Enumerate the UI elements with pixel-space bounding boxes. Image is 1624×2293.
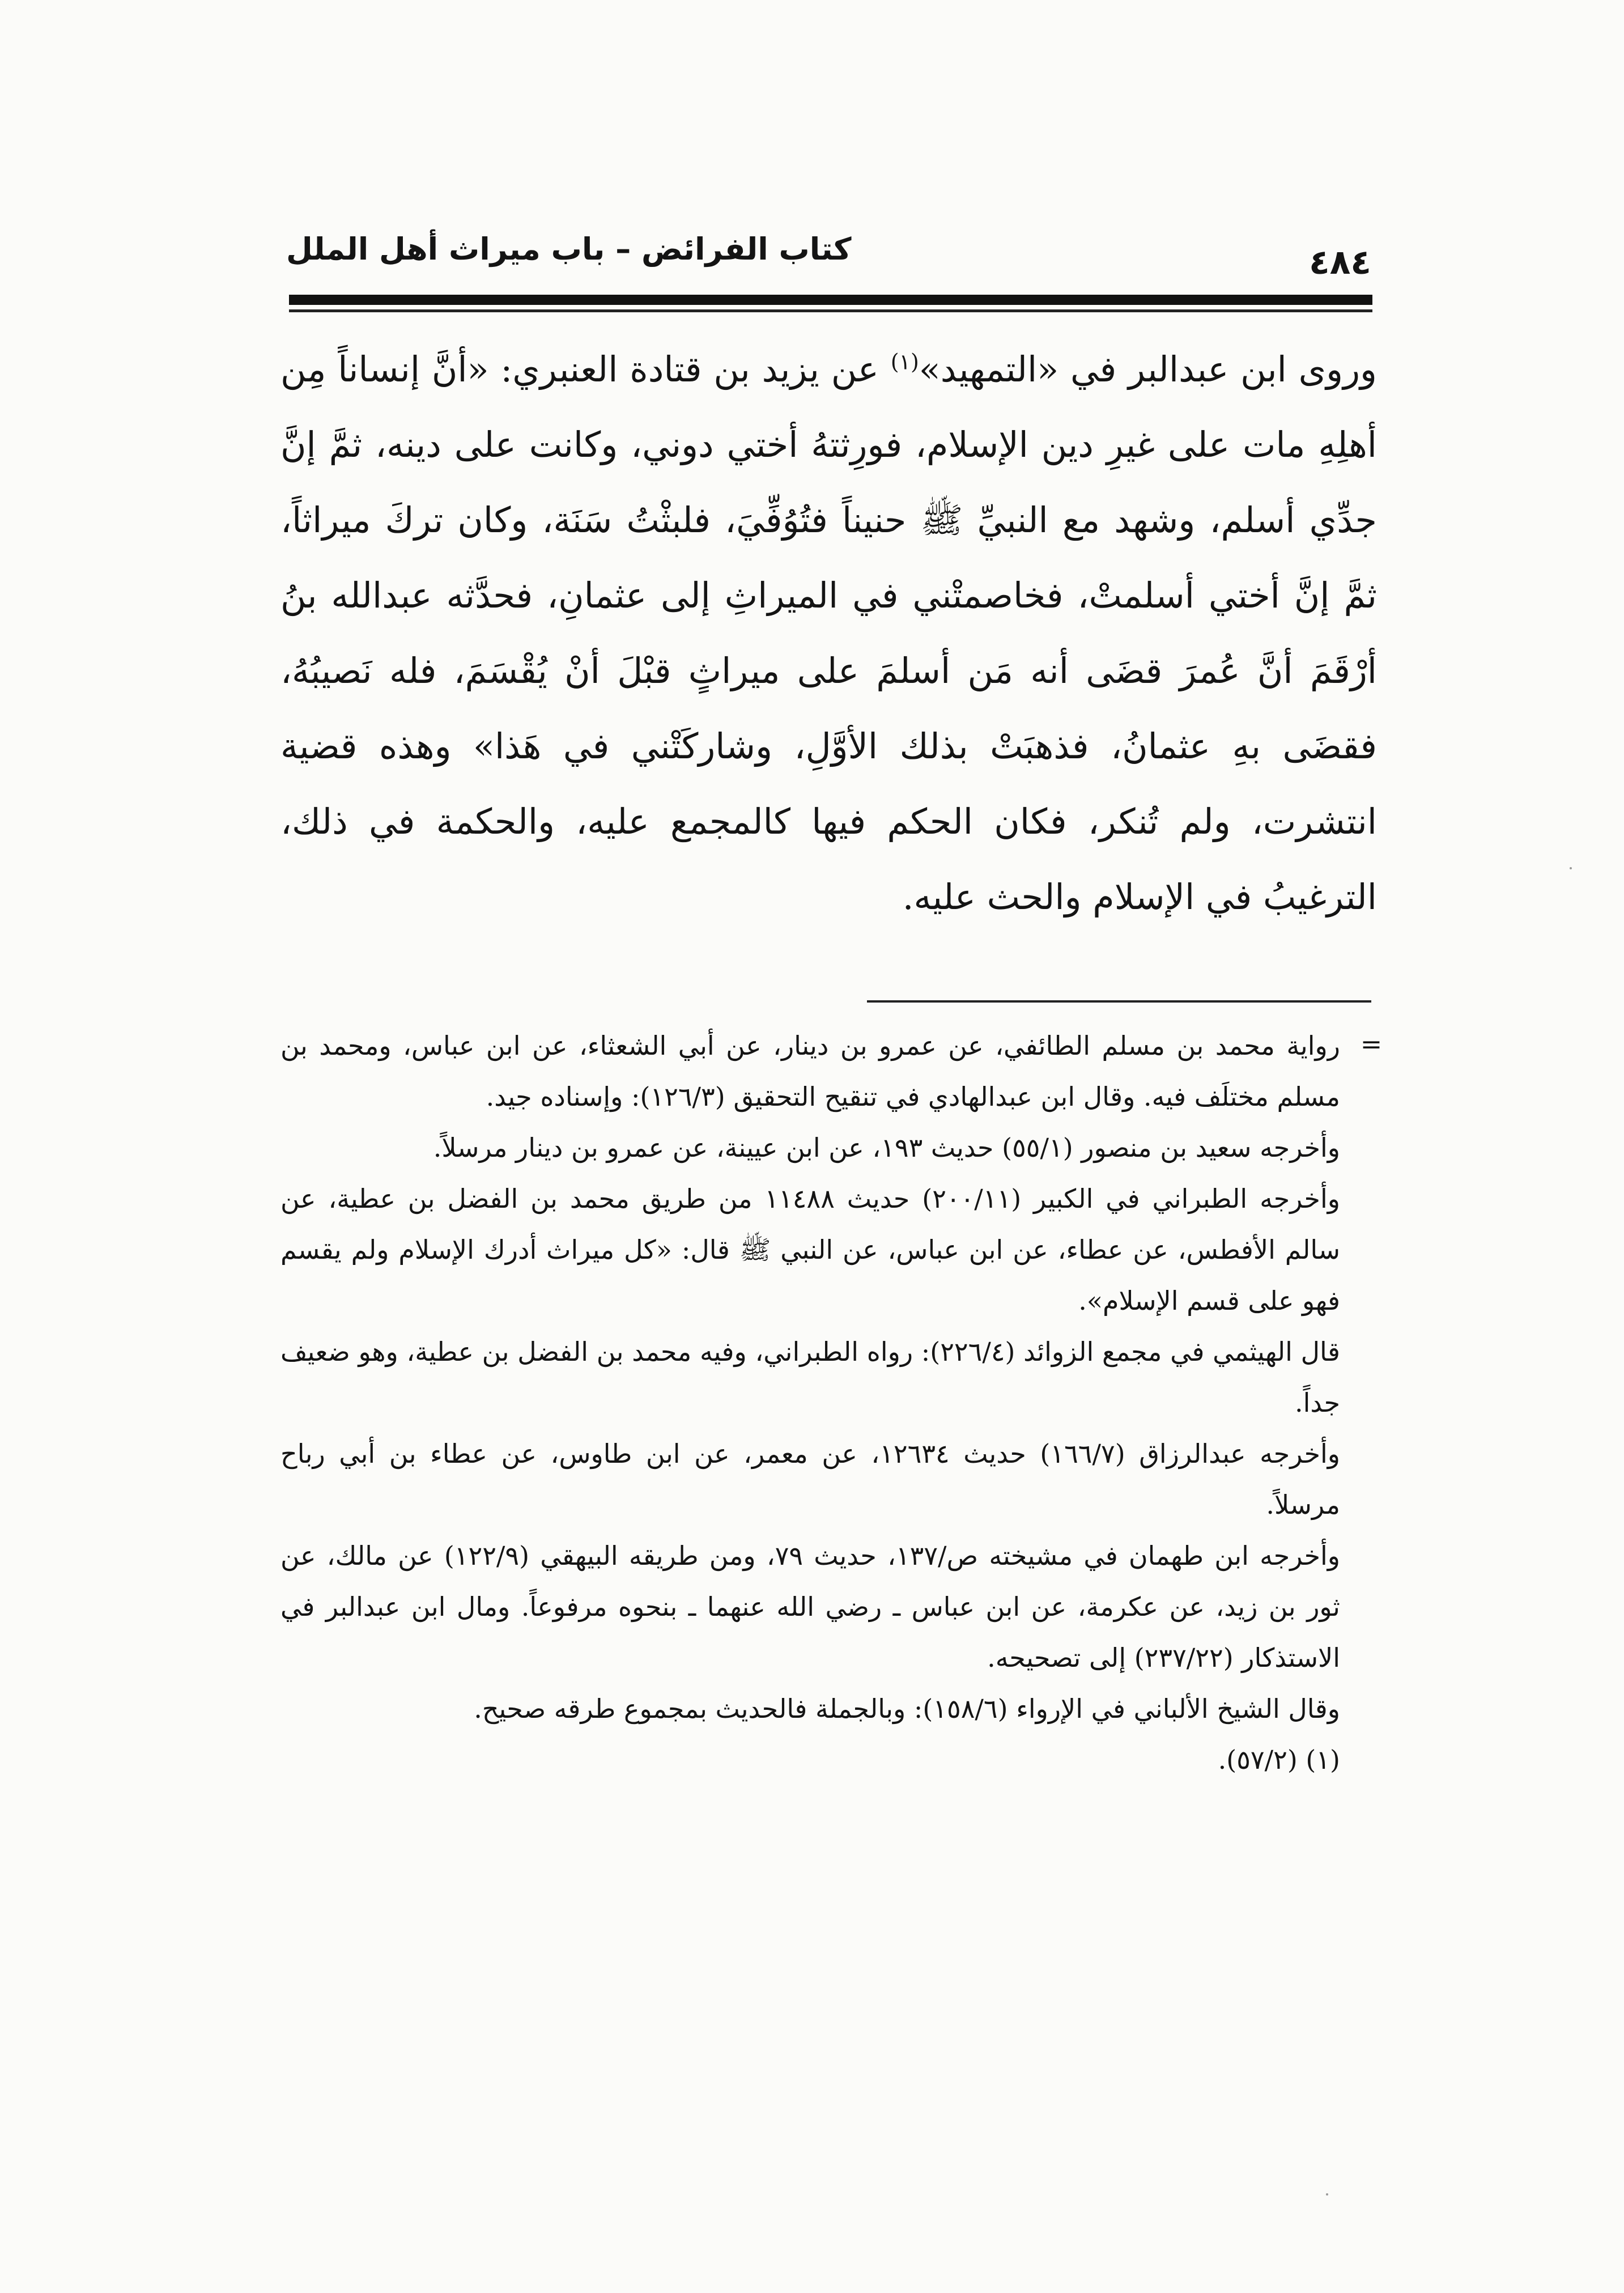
main-text xyxy=(280,332,1377,935)
paragraph-body: عن يزيد بن قتادة العنبري: «أنَّ إنساناً مِن أهلِهِ مات على غيرِ دين الإسلام، فورِثتهُ أختي دوني، وكانت على دينه، ثمَّ إنَّ جدِّي أسلم، وشهد مع النبيِّ ﷺ حنيناً فتُوُفِّيَ، فلبثْتُ سَنَة، وكان تركَ ميراثاً، ثمَّ إنَّ أختي أسلمتْ، فخاصمتْني في الميراثِ إلى عثمانِ، فحدَّثه عبدالله بنُ أرْقَمَ أنَّ عُمرَ قضَى أنه مَن أسلمَ على ميراثٍ قبْلَ أنْ يُقْسَمَ، فله نَصيبُهُ، فقضَى بهِ عثمانُ، فذهبَتْ بذلك الأوَّلِ، وشاركَتْني في هَذا» وهذه قضية انتشرت، ولم تُنكر، فكان الحكم فيها كالمجمع عليه، والحكمة في ذلك، الترغيبُ في الإسلام والحث عليه. xyxy=(280,349,1377,918)
footnote-line: وأخرجه الطبراني في الكبير (٢٠٠/١١) حديث ١١٤٨٨ من طريق محمد بن الفضل بن عطية، عن سالم الأفطس، عن عطاء، عن ابن عباس، عن النبي ﷺ قال: «كل ميراث أدرك الإسلام ولم يقسم فهو على قسم الإسلام». xyxy=(280,1183,1340,1316)
running-header-title: كتاب الفرائض – باب ميراث أهل الملل xyxy=(286,231,852,267)
footnote-line: رواية محمد بن مسلم الطائفي، عن عمرو بن دينار، عن أبي الشعثاء، عن ابن عباس، ومحمد بن مسلم مختلَف فيه. وقال ابن عبدالهادي في تنقيح التحقيق (١٢٦/٣): وإسناده جيد. xyxy=(280,1030,1340,1112)
page-number: ٤٨٤ xyxy=(1309,243,1371,282)
footnote-reference: (١) xyxy=(890,349,919,375)
main-paragraph xyxy=(280,332,1377,935)
header-rule-thin xyxy=(289,309,1372,312)
footnote-separator xyxy=(867,1000,1371,1003)
footnote-line: وأخرجه ابن طهمان في مشيخته ص/١٣٧، حديث ٧٩، ومن طريقه البيهقي (١٢٢/٩) عن مالك، عن ثور بن زيد، عن عكرمة، عن ابن عباس ـ رضي الله عنهما ـ بنحوه مرفوعاً. ومال ابن عبدالبر في الاستذكار (٢٣٧/٢٢) إلى تصحيحه. xyxy=(280,1540,1341,1673)
footnote-line: (١) (٥٧/٢). xyxy=(1218,1744,1340,1775)
scan-speck xyxy=(1326,2193,1328,2196)
footnote-line: وأخرجه عبدالرزاق (١٦٦/٧) حديث ١٢٦٣٤، عن معمر، عن ابن طاوس، عن عطاء بن أبي رباح مرسلاً. xyxy=(280,1438,1341,1520)
footnote-continuation-marker: = xyxy=(1360,1029,1383,1059)
paragraph-start: وروى ابن عبدالبر في «التمهيد» xyxy=(919,349,1377,390)
footnote-line: وقال الشيخ الألباني في الإرواء (١٥٨/٦): وبالجملة فالحديث بمجموع طرقه صحيح. xyxy=(474,1693,1340,1724)
header-rule-thick xyxy=(289,295,1372,305)
footnotes xyxy=(280,1020,1340,1785)
footnote-line: وأخرجه سعيد بن منصور (٥٥/١) حديث ١٩٣، عن ابن عيينة، عن عمرو بن دينار مرسلاً. xyxy=(433,1132,1340,1163)
footnote-line: قال الهيثمي في مجمع الزوائد (٢٢٦/٤): رواه الطبراني، وفيه محمد بن الفضل بن عطية، وهو ضعيف جداً. xyxy=(280,1336,1340,1418)
scan-speck xyxy=(1570,867,1572,869)
